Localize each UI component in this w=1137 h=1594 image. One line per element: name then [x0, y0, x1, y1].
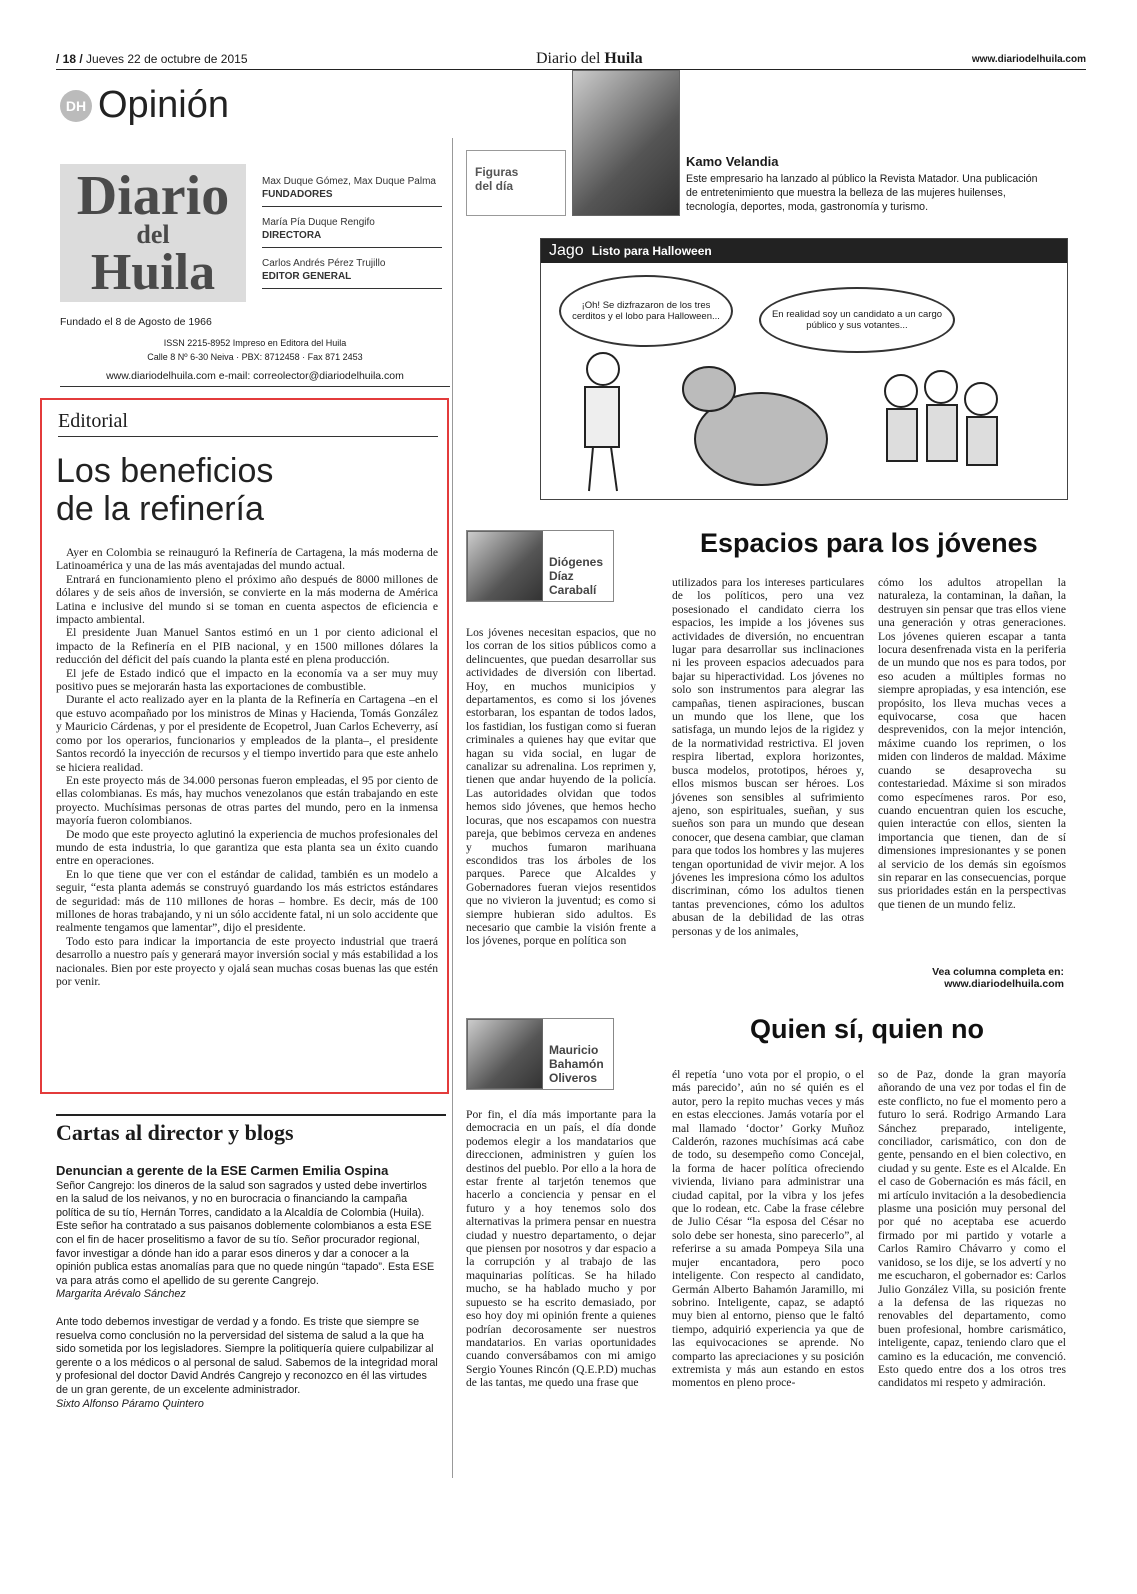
staff-editor [262, 258, 442, 289]
figure-name: Kamo Velandia [686, 154, 779, 169]
column-title-1: Espacios para los jóvenes [700, 528, 1038, 558]
read-more-line: Vea columna completa en: [932, 966, 1064, 978]
author-name [543, 531, 603, 601]
staff-box [262, 176, 442, 299]
column2-text-a: Por fin, el día más importante para la democracia en un país, el día donde podemos elegir a los mandatarios que direccionen, administren y guíen los destinos del pueblo. Por ello a la hora de estar frente al tarjetón tenemos que hacerlo a conciencia y pensar en el futuro y a hoy tenemos solo dos alternativas la primera pensar en nuestra ciudad y nuestro departamento, o dejar que piensen por nosotros y dar espacio a la corrupción y al trabajo de las maquinarias políticas. Se ha hilado mucho, se ha hablado mucho y por supuesto se ha escrito demasiado, por eso hoy doy mi opinión frente a quienes podrían decorosamente ser nuestros mandatarios. En varias oportunidades cuando conversábamos con mi amigo Sergio Younes Rincón (Q.E.P.D) muchas de las tantas, me quedo una frase que [466, 1108, 656, 1390]
staff-director [262, 217, 442, 248]
title-line: Los beneficios [56, 452, 274, 490]
comic-strip [540, 238, 1068, 500]
column1-text-b: utilizados para los intereses particulares de los políticos, pero una vez posesionado el candidato cierra los espacios, les impide a los jóvenes sus actividades de diversión, no encuentran lugar para desarrollar sus inclinaciones ni les proveen espacios adecuados para bajar su hiperactividad. Los jóvenes no solo son instrumentos para alegrar las campañas, tienen aspiraciones, buscan un mundo que los llene, que los satisfaga, un mundo lejos de la rigidez y de la normatividad restrictiva. El joven respira libertad, explora horizontes, busca modelos, prototipos, héroes y, ellos mismos buscan ser héroes. Los jóvenes son sensibles al sufrimiento ajeno, son espirituales, sueñan, y sus sueños son para un mundo que desean conocer, que desena cambiar, que claman para que todos los hombres y las mujeres tengan oportunidad de vivir mejor. A los jóvenes les impresiona cómo los adultos discriminan, cómo los adultos tienen tantas prevenciones, cómo los adultos abusan de la debilidad de las otras personas y de los animales, [672, 576, 864, 938]
author-name-line: Diógenes [549, 555, 604, 569]
figures-label-line: del día [475, 179, 514, 193]
paragraph: Ayer en Colombia se reinauguró la Refinería de Cartagena, la más moderna de Latinoamérica y una de las más aventajadas del mundo actual. [56, 546, 438, 573]
wolf-figure [683, 367, 827, 485]
author-box-1 [466, 530, 614, 602]
logo-word-3: Huila [90, 243, 216, 301]
author-name-line: Bahamón [549, 1057, 604, 1071]
section-title [60, 84, 229, 127]
figure-text: Este empresario ha lanzado al público la Revista Matador. Una publicación de entretenimiento que muestra la belleza de las mujeres huilenses, tecnología, deportes, moda, gastronomía y turismo. [686, 173, 1038, 213]
editorial-title [56, 452, 273, 528]
issn-line: ISSN 2215-8952 Impreso en Editora del Huila [163, 338, 347, 348]
logo-word-1: Diario [76, 165, 230, 227]
portrait-photo [572, 70, 680, 216]
staff-role: EDITOR GENERAL [262, 271, 352, 282]
newspaper-logo [60, 164, 246, 302]
page-number: / 18 / [56, 52, 83, 66]
comic-title: Listo para Halloween [591, 244, 712, 258]
author-name-line: Mauricio [549, 1043, 599, 1057]
author-photo [467, 531, 543, 601]
issn-info [60, 336, 450, 364]
staff-names: Max Duque Gómez, Max Duque Palma [262, 176, 436, 187]
author-box-2 [466, 1018, 614, 1090]
author-name-line: Oliveros [549, 1071, 598, 1085]
contact-line[interactable]: www.diariodelhuila.com e-mail: correolector@diariodelhuila.com [60, 370, 450, 387]
masthead [536, 50, 643, 68]
letter-title: Denuncian a gerente de la ESE Carmen Emilia Ospina [56, 1163, 389, 1178]
letters-section [56, 1164, 438, 1425]
column2-text-b: él repetía ‘uno vota por el propio, o el más parecido’, aún no sé quién es el autor, pero la repito muchas veces y más en estas elecciones. Jamás votaría por el mal llamado ‘doctor’ Gorky Muñoz Calderón, razones muchísimas acá cabe de todo, su desempeño como Concejal, la forma de hacer política ofreciendo vivienda, liviano para administrar una ciudad capital, por la vibra y los jefes que lo rodean, etc. Cabe la frase célebre de Julio César “la esposa del César no solo debe ser honesta, sino parecerlo”, al referirse a su amada Pompeya Sila una mujer encantadora, pero poco inteligente. Con respecto al candidato, Germán Alberto Bahamón Jaramillo, mi sobrino. Inteligente, capaz, se adaptó muy bien al entorno, pienso que le faltó tiempo, adquirió experiencia ya que de las equivocaciones se aprende. No comparto las apreciaciones y su posición extremista y más aun estando en estos momentos en pleno proce- [672, 1068, 864, 1390]
logo-word-2: del [136, 220, 170, 250]
figures-label [466, 150, 566, 216]
paragraph: Durante el acto realizado ayer en la planta de la Refinería en Cartagena –en el que estuvo acompañado por los ministros de Minas y Hacienda, Tomás González y Mauricio Cárdenas, y por el presidente de Ecopetrol, Juan Carlos Echeverry, así como por los operarios, funcionarios y empleados de la planta–, el presidente Santos recordó la inyección de recursos y el tiempo invertido para que este anhelo se hiciera realidad. [56, 693, 438, 774]
page-header [56, 52, 1086, 70]
author-photo [467, 1019, 543, 1089]
column-title-2: Quien sí, quien no [750, 1014, 985, 1044]
paragraph: Todo esto para indicar la importancia de este proyecto industrial que traerá desarrollo a nuestro país y generará mayor inversión social y más estabilidad a los nacionales. Bien por este proyecto y ojalá sean muchas cosas buenas las que estén por venir. [56, 934, 438, 988]
letters-title: Cartas al director y blogs [56, 1114, 446, 1146]
masthead-b: Huila [604, 50, 643, 67]
read-more-link[interactable]: www.diariodelhuila.com [944, 978, 1064, 990]
letter-signature: Margarita Arévalo Sánchez [56, 1288, 186, 1301]
section-label: Opinión [98, 84, 229, 126]
paragraph: En lo que tiene que ver con el estándar de calidad, también es un modelo a seguir, “esta planta además se construyó guardando los más estrictos estándares de seguridad: más de 110 millones de horas – hombre. Es decir, más de 100 millones de horas trabajando, y ni un sólo accidente fatal, ni un solo accidente que realmente tengamos que lamentar”, dijo el presidente. [56, 867, 438, 935]
paragraph: En este proyecto más de 34.000 personas fueron empleadas, el 95 por ciento de ellas colombianas. Es más, hay muchos venezolanos que están trabajando en este proyecto. Muchísimas personas de otras partes del mundo, pero en la inmensa mayoría fueron colombianos. [56, 773, 438, 828]
letter-signature: Sixto Alfonso Páramo Quintero [56, 1397, 204, 1410]
page-date [56, 52, 248, 66]
speech-bubble-1: ¡Oh! Se dizfrazaron de los tres cerditos y el lobo para Halloween... [559, 275, 733, 347]
column1-text-a: Los jóvenes necesitan espacios, que no los corran de los sitios públicos como a delincuentes, que puedan desarrollar sus actividades de diversión con libertad. Hoy, en muchos municipios y departamentos, es como si los jóvenes estorbaran, los espantan de todos lados, los fastidian, los fustigan como si fueran criminales a quienes hay que evitar que hagan su vida social, en lugar de canalizar su adrenalina. Los reprimen y, tienen que andar huyendo de la policía. Las autoridades olvidan que todos hemos sido jóvenes, que hemos hecho locuras, que nos escapamos con nuestra pareja, que bebimos cerveza en andenes y muchos fumaron marihuana escondidos tras los árboles de los parques. Parece que Alcaldes y Gobernadores fueran viejos resentidos que no vivieron la juventud; es como si siempre hubieran sido adultos. Es necesario que cambie la visión frente a los jóvenes, porque en política son [466, 626, 656, 948]
letter-body: Ante todo debemos investigar de verdad y a fondo. Es triste que siempre se resuelva como conclusión no la perversidad del sistema de salud a la que ha sido sometida por los legisladores. Siempre la politiquería quiere culpabilizar al gerente o a los médicos o al personal de salud. Sabemos de la integridad moral y profesional del doctor David Andrés Cangrejo y reconozco en él las virtudes de un gran gerente, de un excelente administrador. [56, 1315, 438, 1396]
staff-role: DIRECTORA [262, 230, 322, 241]
staff-role: FUNDADORES [262, 189, 333, 200]
author-name [543, 1019, 604, 1089]
paragraph: El jefe de Estado indicó que el impacto en la economía va a ser muy muy positivo pues se mejorarán hasta las exportaciones de combustible. [56, 666, 438, 694]
paragraph: El presidente Juan Manuel Santos estimó en un 1 por ciento adicional el impacto de la Refinería en el PIB nacional, y en 1500 millones dólares la reducción del déficit del país cuando la planta esté en plena producción. [56, 626, 438, 667]
editorial-label: Editorial [58, 410, 438, 437]
staff-names: Carlos Andrés Pérez Trujillo [262, 258, 386, 269]
comic-drawing [541, 239, 1069, 501]
paragraph: Entrará en funcionamiento pleno el próximo año después de 8000 millones de dólares y de seis años de inversión, se convierte en la más moderna de América Latina e inclusive del mundo si se toman en cuenta aspectos de eficiencia e impacto ambiental. [56, 572, 438, 627]
author-name-line: Díaz [549, 569, 574, 583]
paragraph: De modo que este proyecto aglutinó la experiencia de muchos profesionales del mundo de esta industria, lo que garantiza que esta planta sea un éxito cuando entre en operaciones. [56, 827, 438, 868]
man-figure [585, 353, 619, 491]
address-line: Calle 8 Nº 6-30 Neiva · PBX: 8712458 · Fax 871 2453 [147, 352, 363, 362]
website[interactable]: www.diariodelhuila.com [971, 54, 1086, 65]
date: Jueves 22 de octubre de 2015 [86, 52, 248, 66]
staff-names: María Pía Duque Rengifo [262, 217, 375, 228]
founded-date: Fundado el 8 de Agosto de 1966 [60, 316, 212, 328]
comic-brand: Jago [549, 242, 584, 259]
title-line: de la refinería [56, 490, 264, 528]
pigs-figures [885, 371, 997, 465]
letter-body: Señor Cangrejo: los dineros de la salud son sagrados y usted debe invertirlos en la salud de los neivanos, y no en burocracia o financiando la campaña política de su tío, Hernán Torres, candidato a la Alcaldía de Colombia (Huila). Este señor ha contratado a sus paisanos doblemente colombianos a esta ESE con el fin de hacer proselitismo a favor de su tío. Señor procurador regional, favor investigar a dónde han ido a parar esos dineros y dar a conocer a la opinión publica estas anomalías para que no quede ningún “tapado”. Esta ESE va para atrás como el apellido de su gerente Cangrejo. [56, 1179, 435, 1287]
masthead-a: Diario del [536, 50, 601, 67]
column2-text-c: so de Paz, donde la gran mayoría añorando de una vez por todas el fin de este conflicto, no fue el momento pero a futuro lo será. Rodrigo Armando Lara Sánchez preparado, inteligente, conciliador, carismático, con don de gente, pensando en el bien colectivo, en ciudad y su gente. Este es el Alcalde. En el caso de Gobernación es más fácil, en mi artículo invitación a la desobediencia plasme una posición muy personal del por qué no aceptaba ese acuerdo firmado por mi partido y votarle a Carlos Ramiro Chávarro y como el vanidoso, se los dije, se los advertí y no me escucharon, el gobernador es: Carlos Julio González Villa, su posición frente a la defensa de las riquezas no renovables del departamento, como buen profesional, hombre carismático, inteligente, capaz, teniendo claro que el camino es la educación, me convenció. Esto quedo entre dos a los otros tres candidatos mi respeto y admiración. [878, 1068, 1067, 1390]
column-divider [452, 138, 453, 1478]
read-more[interactable] [878, 966, 1064, 990]
column1-text-c: cómo los adultos atropellan la naturaleza, la contaminan, la dañan, la destruyen sin pensar que tras ellos viene una generación y otras generaciones. Los jóvenes quieren escapar a tanta locura desenfrenada vista en la periferia de un mundo que nos es para todos, por eso acuden a múltiples formas no siempre apropiadas, y esa intención, ese propósito, los lleva muchas veces a equivocarse, cosa que hacen desprevenidos, con la mejor intención, máxime cuando los reprimen, o los miden con linderos de maldad. Máxime cuando se desaprovecha su contestariedad. Máxime si son mirados como especímenes raros. Por eso, cuando encuentran quien los escuche, quien interactúe con ellos, sienten la importancia que tienen, dan de sí dimensiones impresionantes y se ponen al servicio de los demás sin egoísmos sin reparar en las consecuencias, porque sus prioridades están en la perspectivas que tienen de un mundo feliz. [878, 576, 1066, 911]
dh-badge-icon: DH [60, 90, 92, 122]
author-name-line: Carabalí [549, 583, 597, 597]
staff-founders [262, 176, 442, 207]
editorial-body [56, 546, 438, 988]
speech-bubble-2: En realidad soy un candidato a un cargo público y sus votantes... [759, 287, 955, 353]
figures-label-line: Figuras [475, 165, 519, 179]
